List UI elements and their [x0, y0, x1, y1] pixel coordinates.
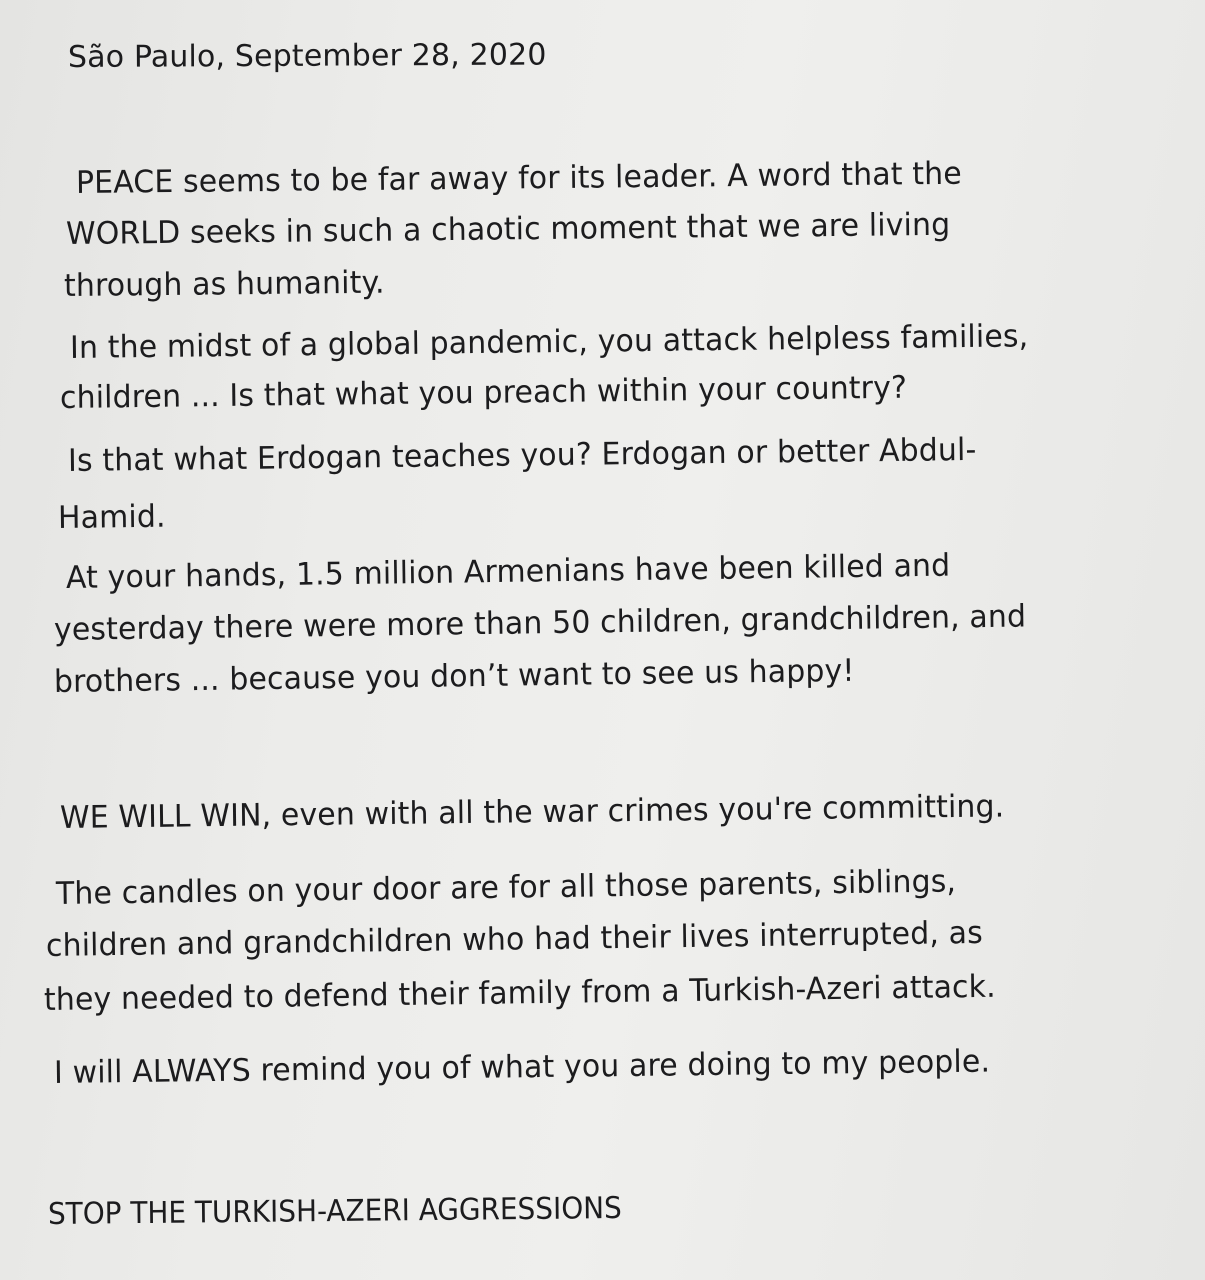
paragraph-3-line-1: Is that what Erdogan teaches you? Erdogan or better Abdul- [67, 431, 977, 479]
paragraph-1-line-3: through as humanity. [63, 264, 385, 304]
paragraph-4-line-3: brothers ... because you don’t want to see us happy! [53, 652, 855, 700]
paragraph-4-line-2: yesterday there were more than 50 children, grandchildren, and [53, 598, 1027, 648]
paragraph-1-line-2: WORLD seeks in such a chaotic moment that we are living [65, 206, 951, 252]
paragraph-2-line-2: children ... Is that what you preach within your country? [59, 369, 908, 416]
paragraph-5-line-1: WE WILL WIN, even with all the war crimes you're committing. [59, 788, 1005, 836]
date-line: São Paulo, September 28, 2020 [67, 37, 547, 75]
paragraph-1-line-1: PEACE seems to be far away for its leader. A word that the [75, 155, 962, 201]
paragraph-6-line-1: The candles on your door are for all those parents, siblings, [55, 863, 957, 912]
paragraph-6-line-3: they needed to defend their family from a Turkish-Azeri attack. [43, 968, 996, 1018]
paragraph-4-line-1: At your hands, 1.5 million Armenians have been killed and [65, 547, 951, 596]
paragraph-7-line-1: I will ALWAYS remind you of what you are doing to my people. [53, 1043, 991, 1091]
paragraph-3-line-2: Hamid. [57, 498, 166, 536]
closing-line: STOP THE TURKISH-AZERI AGGRESSIONS [47, 1190, 622, 1232]
paragraph-2-line-1: In the midst of a global pandemic, you attack helpless families, [69, 318, 1029, 366]
paragraph-6-line-2: children and grandchildren who had their lives interrupted, as [45, 914, 984, 964]
